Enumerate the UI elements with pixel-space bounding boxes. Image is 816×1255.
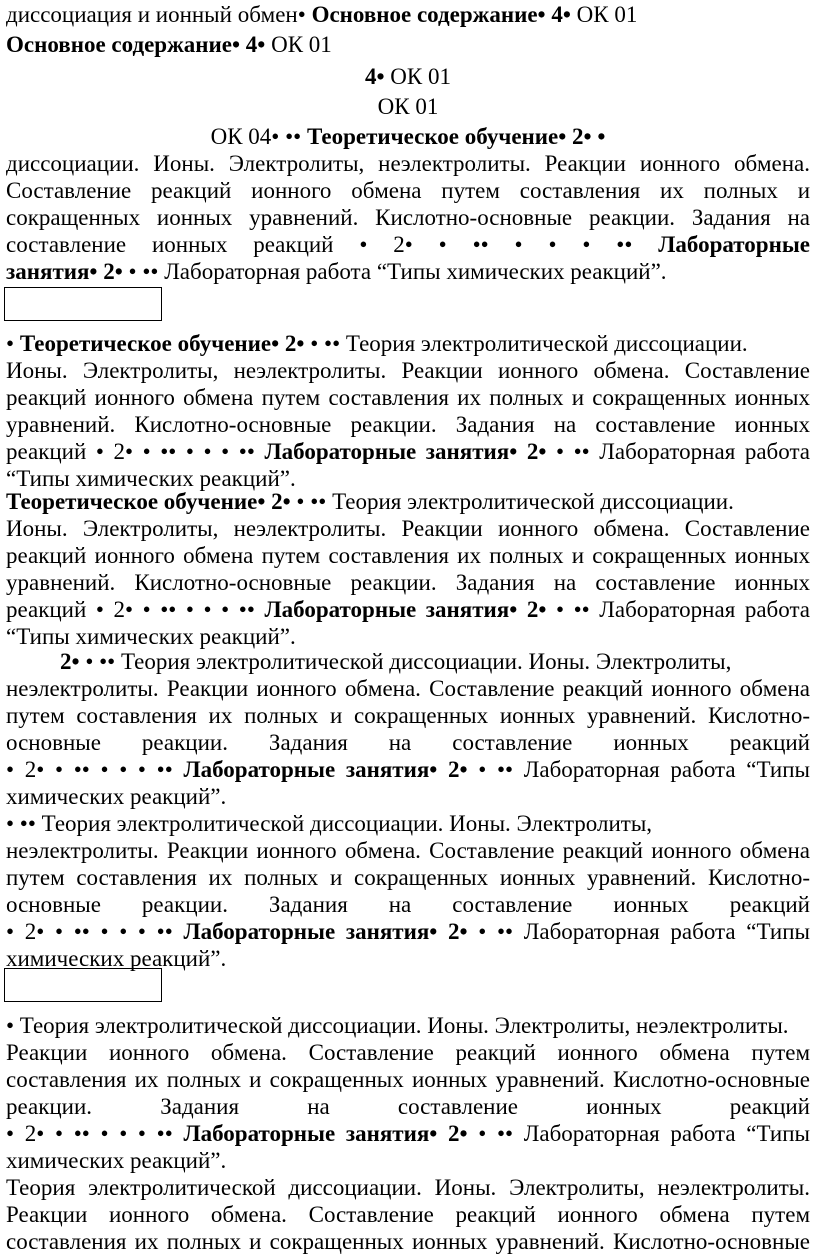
text-line: Ионы. Электролиты, неэлектролиты. Реакции ионного обмена. Составление <box>6 516 810 541</box>
text-line: сокращенных ионных уравнений. Кислотно-основные реакции. Задания на <box>6 205 810 230</box>
text-line: реакций • 2• • •• • • • •• Лабораторные занятия• 2• • •• Лабораторная работа <box>6 597 810 622</box>
text-line: уравнений. Кислотно-основные реакции. Задания на составление ионных <box>6 412 810 437</box>
text-line: • Теоретическое обучение• 2• • •• Теория электролитической диссоциации. <box>6 331 748 356</box>
empty-table-cell <box>4 287 162 321</box>
text-line: • Теория электролитической диссоциации. Ионы. Электролиты, неэлектролиты. <box>6 1013 789 1038</box>
text-line: реакций • 2• • •• • • • •• Лабораторные занятия• 2• • •• Лабораторная работа <box>6 439 810 464</box>
text-line: “Типы химических реакций”. <box>6 624 296 649</box>
text-line: • 2• • •• • • • •• Лабораторные занятия• 2• • •• Лабораторная работа “Типы <box>6 757 810 782</box>
text-line: Реакции ионного обмена. Составление реакций ионного обмена путем <box>6 1040 810 1065</box>
text-line: 4• ОК 01 <box>364 64 451 89</box>
empty-table-cell <box>4 968 162 1002</box>
text-line: • •• Теория электролитической диссоциации. Ионы. Электролиты, <box>6 811 653 836</box>
text-line: неэлектролиты. Реакции ионного обмена. Составление реакций ионного обмена <box>6 676 810 701</box>
text-line: неэлектролиты. Реакции ионного обмена. Составление реакций ионного обмена <box>6 838 810 863</box>
text-line: химических реакций”. <box>6 784 227 809</box>
text-line: уравнений. Кислотно-основные реакции. Задания на составление ионных <box>6 570 810 595</box>
text-line: Составление реакций ионного обмена путем составления их полных и <box>6 178 810 203</box>
text-line: путем составления их полных и сокращенных ионных уравнений. Кислотно- <box>6 865 810 890</box>
text-line: занятия• 2• • •• Лабораторная работа “Типы химических реакций”. <box>6 259 667 284</box>
text-line: химических реакций”. <box>6 1148 227 1173</box>
text-line: 2• • •• Теория электролитической диссоциации. Ионы. Электролиты, <box>60 649 732 674</box>
text-line: реакции. Задания на составление ионных реакций <box>6 1094 810 1119</box>
text-line: Реакции ионного обмена. Составление реакций ионного обмена путем <box>6 1202 810 1227</box>
text-line: ОК 04• •• Теоретическое обучение• 2• • <box>210 124 606 149</box>
text-line: диссоциации. Ионы. Электролиты, неэлектролиты. Реакции ионного обмена. <box>6 151 810 176</box>
text-line: “Типы химических реакций”. <box>6 466 296 491</box>
text-line: Ионы. Электролиты, неэлектролиты. Реакции ионного обмена. Составление <box>6 358 810 383</box>
text-line: составления их полных и сокращенных ионных уравнений. Кислотно-основные <box>6 1229 810 1254</box>
text-line: • 2• • •• • • • •• Лабораторные занятия• 2• • •• Лабораторная работа “Типы <box>6 1121 810 1146</box>
text-line: составление ионных реакций • 2• • •• • • • •• Лабораторные <box>6 232 810 257</box>
text-line: реакций ионного обмена путем составления их полных и сокращенных ионных <box>6 543 810 568</box>
text-line: Теория электролитической диссоциации. Ионы. Электролиты, неэлектролиты. <box>6 1175 810 1200</box>
text-line: основные реакции. Задания на составление ионных реакций <box>6 892 810 917</box>
text-line: составления их полных и сокращенных ионных уравнений. Кислотно-основные <box>6 1067 810 1092</box>
text-line: Теоретическое обучение• 2• • •• Теория электролитической диссоциации. <box>6 489 734 514</box>
text-line: путем составления их полных и сокращенных ионных уравнений. Кислотно- <box>6 703 810 728</box>
text-line: химических реакций”. <box>6 946 227 971</box>
text-line: реакций ионного обмена путем составления их полных и сокращенных ионных <box>6 385 810 410</box>
text-line: ОК 01 <box>377 94 439 119</box>
text-line: основные реакции. Задания на составление ионных реакций <box>6 730 810 755</box>
text-line: Основное содержание• 4• ОК 01 <box>6 32 332 57</box>
text-line: диссоциация и ионный обмен• Основное содержание• 4• ОК 01 <box>6 2 638 27</box>
text-line: • 2• • •• • • • •• Лабораторные занятия• 2• • •• Лабораторная работа “Типы <box>6 919 810 944</box>
